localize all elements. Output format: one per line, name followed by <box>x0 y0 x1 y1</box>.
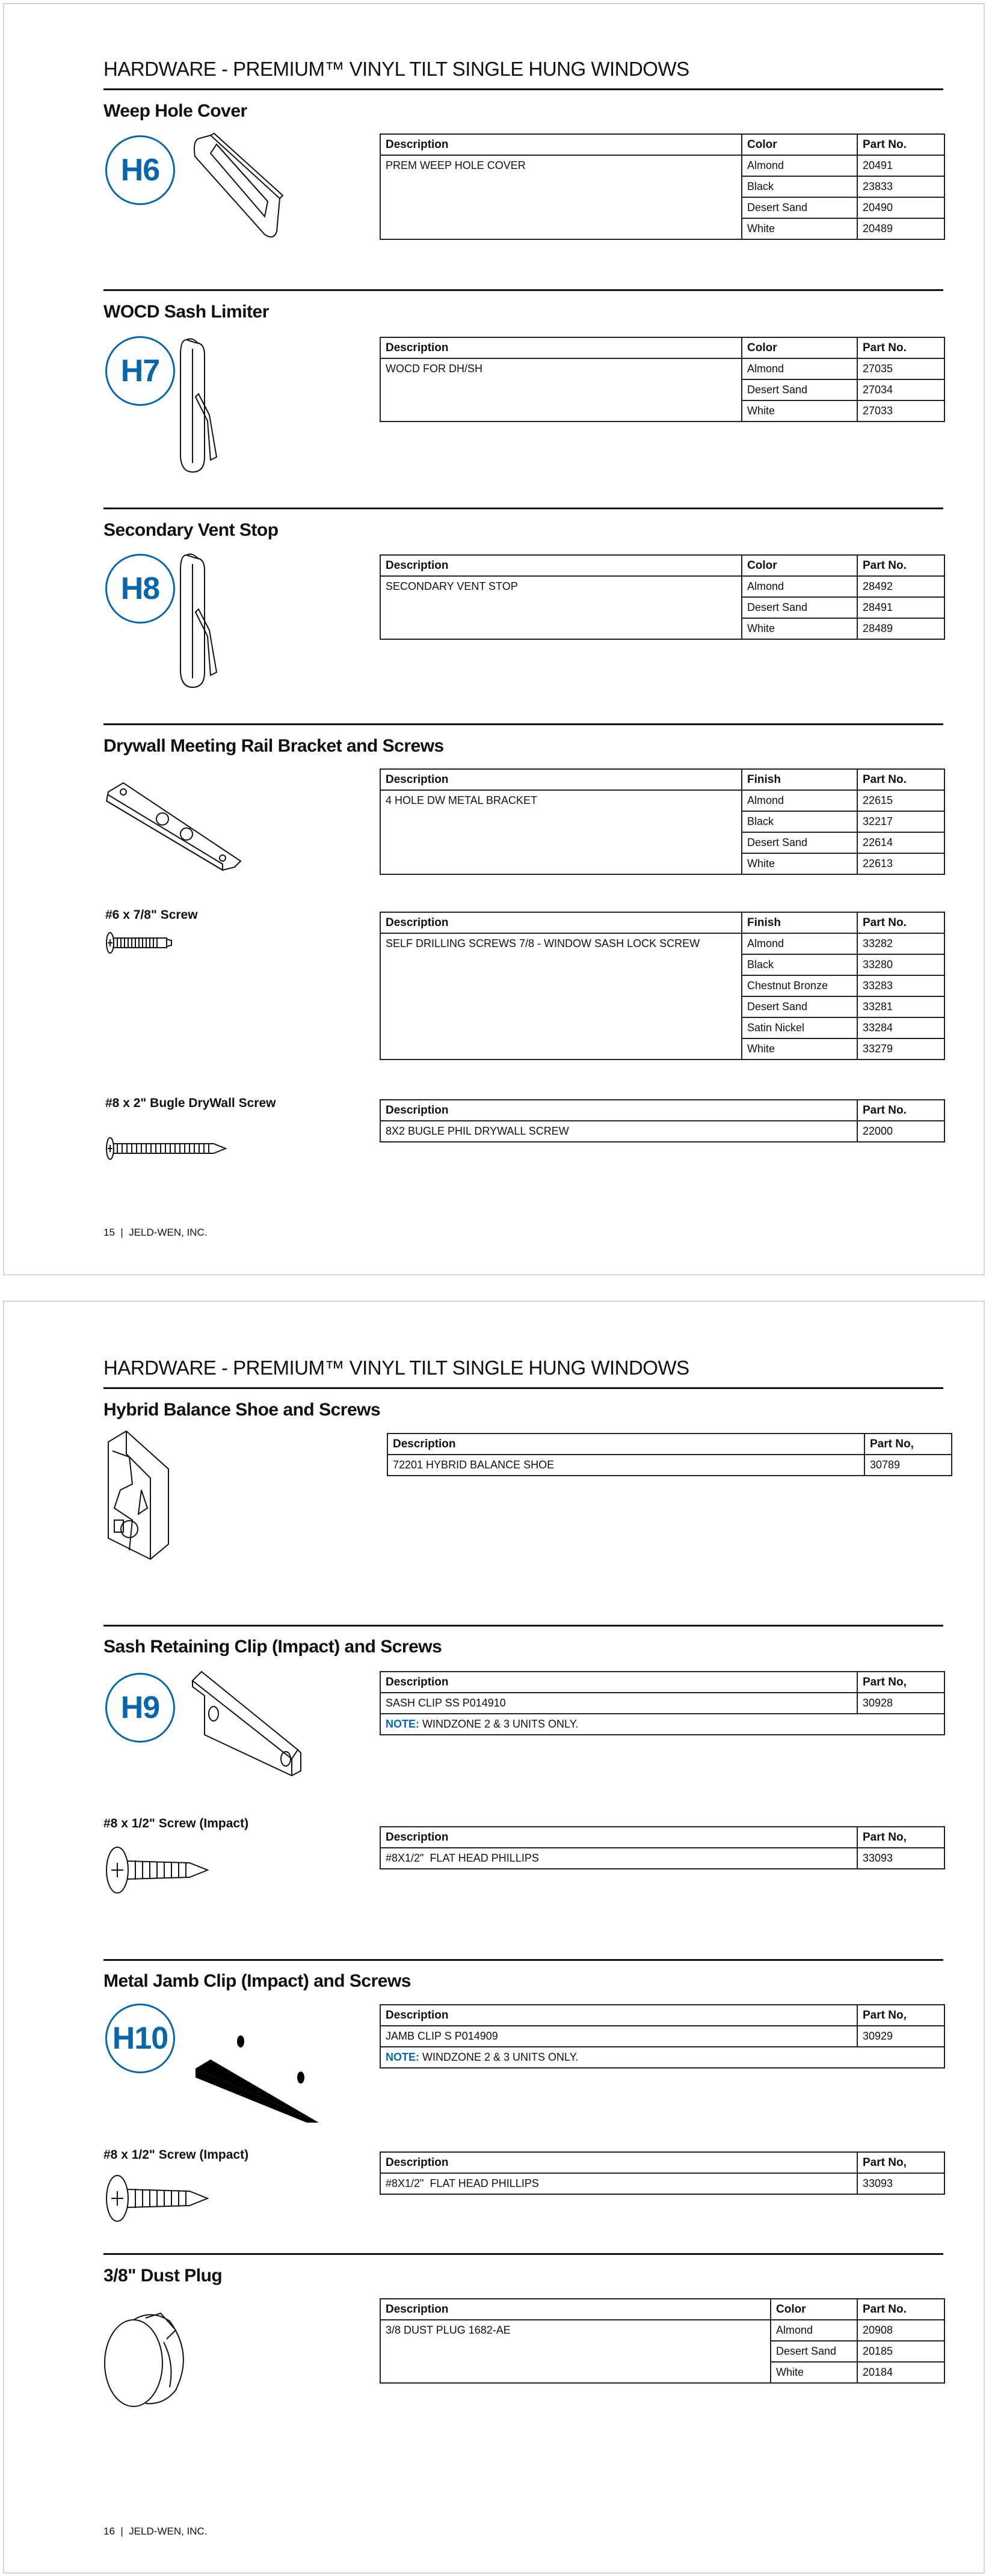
color-cell: Desert Sand <box>742 197 857 218</box>
screw-illustration <box>105 931 177 955</box>
divider <box>103 723 943 725</box>
part-number-cell: 28492 <box>857 576 944 597</box>
color-cell: Desert Sand <box>742 832 857 853</box>
table-header-row <box>380 912 944 933</box>
column-header: Description <box>380 1672 857 1693</box>
color-cell: Almond <box>742 358 857 379</box>
color-cell: Almond <box>742 576 857 597</box>
column-header: Color <box>742 555 857 576</box>
h7-parts-table <box>380 337 945 422</box>
color-cell: Black <box>742 811 857 832</box>
table-header-row <box>380 769 944 790</box>
part-number-cell: 30929 <box>857 2026 944 2047</box>
table-header-row <box>380 1827 944 1848</box>
badge-h6: H6 <box>105 135 175 205</box>
description-cell: PREM WEEP HOLE COVER <box>380 155 742 239</box>
bugle-screw-illustration <box>105 1135 232 1162</box>
part-number-cell: 20490 <box>857 197 944 218</box>
section-heading: Secondary Vent Stop <box>103 520 279 540</box>
table-header-row <box>380 1100 944 1121</box>
h10-parts-table <box>380 2004 945 2068</box>
column-header: Description <box>380 2299 771 2320</box>
column-header: Finish <box>742 769 857 790</box>
color-cell: Almond <box>742 155 857 176</box>
column-header: Color <box>771 2299 857 2320</box>
dustplug-parts-table <box>380 2298 945 2384</box>
part-number-cell: 27033 <box>857 400 944 422</box>
color-cell: Desert Sand <box>742 597 857 618</box>
table-header-row <box>380 2152 944 2173</box>
bracket-illustration <box>105 777 244 873</box>
part-number-cell: 22614 <box>857 832 944 853</box>
h9-parts-table <box>380 1671 945 1735</box>
column-header: Description <box>380 2005 857 2026</box>
item-label: #8 x 1/2" Screw (Impact) <box>103 2148 249 2162</box>
note-text: WINDZONE 2 & 3 UNITS ONLY. <box>419 1718 579 1730</box>
color-cell: Black <box>742 176 857 197</box>
badge-h8: H8 <box>105 554 175 624</box>
part-number-cell: 33279 <box>857 1038 944 1060</box>
description-cell: #8X1/2" FLAT HEAD PHILLIPS <box>380 1848 857 1869</box>
part-number-cell: 33280 <box>857 954 944 975</box>
color-cell: White <box>742 853 857 874</box>
color-cell: White <box>742 618 857 639</box>
part-number-cell: 20908 <box>857 2320 944 2341</box>
table-row <box>380 1693 944 1714</box>
description-cell: 8X2 BUGLE PHIL DRYWALL SCREW <box>380 1121 857 1142</box>
description-cell: #8X1/2" FLAT HEAD PHILLIPS <box>380 2173 857 2194</box>
part-number-cell: 23833 <box>857 176 944 197</box>
column-header: Part No, <box>857 1827 944 1848</box>
column-header: Part No, <box>864 1434 952 1455</box>
section-heading: Sash Retaining Clip (Impact) and Screws <box>103 1637 442 1657</box>
part-number-cell: 22615 <box>857 790 944 811</box>
description-cell: 3/8 DUST PLUG 1682-AE <box>380 2320 771 2383</box>
section-heading: 3/8" Dust Plug <box>103 2266 223 2286</box>
color-cell: White <box>771 2362 857 2383</box>
column-header: Part No. <box>857 769 944 790</box>
color-cell: Desert Sand <box>742 996 857 1017</box>
color-cell: White <box>742 1038 857 1060</box>
section-heading: Weep Hole Cover <box>103 101 247 121</box>
h9screw-parts-table <box>380 1826 945 1869</box>
part-number-cell: 33093 <box>857 2173 944 2194</box>
table-header-row <box>387 1434 952 1455</box>
table-header-row <box>380 1672 944 1693</box>
page-footer: 16 | JELD-WEN, INC. <box>103 2525 208 2537</box>
part-number-cell: 20184 <box>857 2362 944 2383</box>
column-header: Part No. <box>857 134 944 155</box>
part-number-cell: 30928 <box>857 1693 944 1714</box>
color-cell: Almond <box>742 790 857 811</box>
table-row <box>380 155 944 176</box>
table-row <box>380 2026 944 2047</box>
part-number-cell: 33282 <box>857 933 944 954</box>
column-header: Part No, <box>857 1672 944 1693</box>
h8-parts-table <box>380 554 945 640</box>
table-row <box>380 576 944 597</box>
badge-h9: H9 <box>105 1673 175 1743</box>
part-number-cell: 33281 <box>857 996 944 1017</box>
part-number-cell: 22613 <box>857 853 944 874</box>
h6-parts-table <box>380 133 945 240</box>
part-number-cell: 28489 <box>857 618 944 639</box>
item-label: #6 x 7/8" Screw <box>105 908 198 922</box>
impact-screw-illustration <box>105 2174 214 2222</box>
column-header: Part No. <box>857 2299 944 2320</box>
color-cell: Almond <box>771 2320 857 2341</box>
description-cell: SECONDARY VENT STOP <box>380 576 742 639</box>
description-cell: SELF DRILLING SCREWS 7/8 - WINDOW SASH LOCK SCREW <box>380 933 742 1060</box>
column-header: Color <box>742 134 857 155</box>
page-title: HARDWARE - PREMIUM™ VINYL TILT SINGLE HUNG WINDOWS <box>103 1357 689 1379</box>
description-cell: 4 HOLE DW METAL BRACKET <box>380 790 742 874</box>
note-row <box>380 1714 944 1735</box>
column-header: Description <box>380 769 742 790</box>
weep-hole-cover-illustration <box>193 132 289 241</box>
screw78-parts-table <box>380 912 945 1060</box>
table-row <box>387 1455 952 1476</box>
color-cell: Black <box>742 954 857 975</box>
note-text: WINDZONE 2 & 3 UNITS ONLY. <box>419 2051 579 2063</box>
hybrid-parts-table <box>387 1433 952 1476</box>
table-header-row <box>380 2005 944 2026</box>
divider <box>103 1387 943 1389</box>
divider <box>103 88 943 90</box>
sash-clip-illustration <box>189 1669 310 1777</box>
divider <box>103 2253 943 2255</box>
column-header: Description <box>387 1434 864 1455</box>
table-header-row <box>380 337 944 358</box>
divider <box>103 289 943 291</box>
table-row <box>380 1848 944 1869</box>
badge-h7: H7 <box>105 336 175 406</box>
table-row <box>380 358 944 379</box>
part-number-cell: 28491 <box>857 597 944 618</box>
column-header: Description <box>380 1827 857 1848</box>
section-heading: Hybrid Balance Shoe and Screws <box>103 1400 381 1420</box>
color-cell: Almond <box>742 933 857 954</box>
part-number-cell: 33284 <box>857 1017 944 1038</box>
dust-plug-illustration <box>103 2306 200 2408</box>
part-number-cell: 27034 <box>857 379 944 400</box>
column-header: Part No. <box>857 555 944 576</box>
page-title: HARDWARE - PREMIUM™ VINYL TILT SINGLE HUNG WINDOWS <box>103 58 689 80</box>
part-number-cell: 22000 <box>857 1121 944 1142</box>
badge-h10: H10 <box>105 2004 175 2073</box>
column-header: Description <box>380 337 742 358</box>
column-header: Part No. <box>857 912 944 933</box>
jamb-clip-illustration <box>193 2011 337 2126</box>
color-cell: White <box>742 400 857 422</box>
section-heading: Drywall Meeting Rail Bracket and Screws <box>103 736 444 756</box>
color-cell: Chestnut Bronze <box>742 975 857 996</box>
divider <box>103 508 943 509</box>
table-header-row <box>380 2299 944 2320</box>
color-cell: Desert Sand <box>742 379 857 400</box>
color-cell: Satin Nickel <box>742 1017 857 1038</box>
table-row <box>380 1121 944 1142</box>
note-row <box>380 2047 944 2068</box>
impact-screw-illustration <box>105 1846 214 1894</box>
column-header: Part No, <box>857 2152 944 2173</box>
column-header: Part No. <box>857 337 944 358</box>
part-number-cell: 20491 <box>857 155 944 176</box>
table-row <box>380 2173 944 2194</box>
table-header-row <box>380 555 944 576</box>
description-cell: WOCD FOR DH/SH <box>380 358 742 422</box>
part-number-cell: 20185 <box>857 2341 944 2362</box>
color-cell: White <box>742 218 857 239</box>
column-header: Description <box>380 912 742 933</box>
sash-limiter-illustration <box>174 337 223 475</box>
part-number-cell: 32217 <box>857 811 944 832</box>
column-header: Color <box>742 337 857 358</box>
column-header: Finish <box>742 912 857 933</box>
divider <box>103 1625 943 1627</box>
part-number-cell: 30789 <box>864 1455 952 1476</box>
item-label: #8 x 2" Bugle DryWall Screw <box>105 1096 276 1110</box>
column-header: Description <box>380 134 742 155</box>
bugle-parts-table <box>380 1099 945 1142</box>
column-header: Description <box>380 1100 857 1121</box>
section-heading: WOCD Sash Limiter <box>103 302 269 322</box>
item-label: #8 x 1/2" Screw (Impact) <box>103 1817 249 1830</box>
description-cell: 72201 HYBRID BALANCE SHOE <box>387 1455 864 1476</box>
table-header-row <box>380 134 944 155</box>
h10screw-parts-table <box>380 2151 945 2195</box>
table-row <box>380 2320 944 2341</box>
bracket-parts-table <box>380 768 945 875</box>
description-cell: JAMB CLIP S P014909 <box>380 2026 857 2047</box>
column-header: Description <box>380 555 742 576</box>
column-header: Part No. <box>857 1100 944 1121</box>
column-header: Description <box>380 2152 857 2173</box>
vent-stop-illustration <box>174 552 223 690</box>
note-label: NOTE: <box>386 1718 419 1730</box>
part-number-cell: 27035 <box>857 358 944 379</box>
section-heading: Metal Jamb Clip (Impact) and Screws <box>103 1971 411 1991</box>
color-cell: Desert Sand <box>771 2341 857 2362</box>
divider <box>103 1959 943 1961</box>
balance-shoe-illustration <box>105 1430 171 1562</box>
note-label: NOTE: <box>386 2051 419 2063</box>
description-cell: SASH CLIP SS P014910 <box>380 1693 857 1714</box>
part-number-cell: 33283 <box>857 975 944 996</box>
part-number-cell: 33093 <box>857 1848 944 1869</box>
table-row <box>380 790 944 811</box>
table-row <box>380 933 944 954</box>
page-footer: 15 | JELD-WEN, INC. <box>103 1227 208 1238</box>
column-header: Part No, <box>857 2005 944 2026</box>
part-number-cell: 20489 <box>857 218 944 239</box>
